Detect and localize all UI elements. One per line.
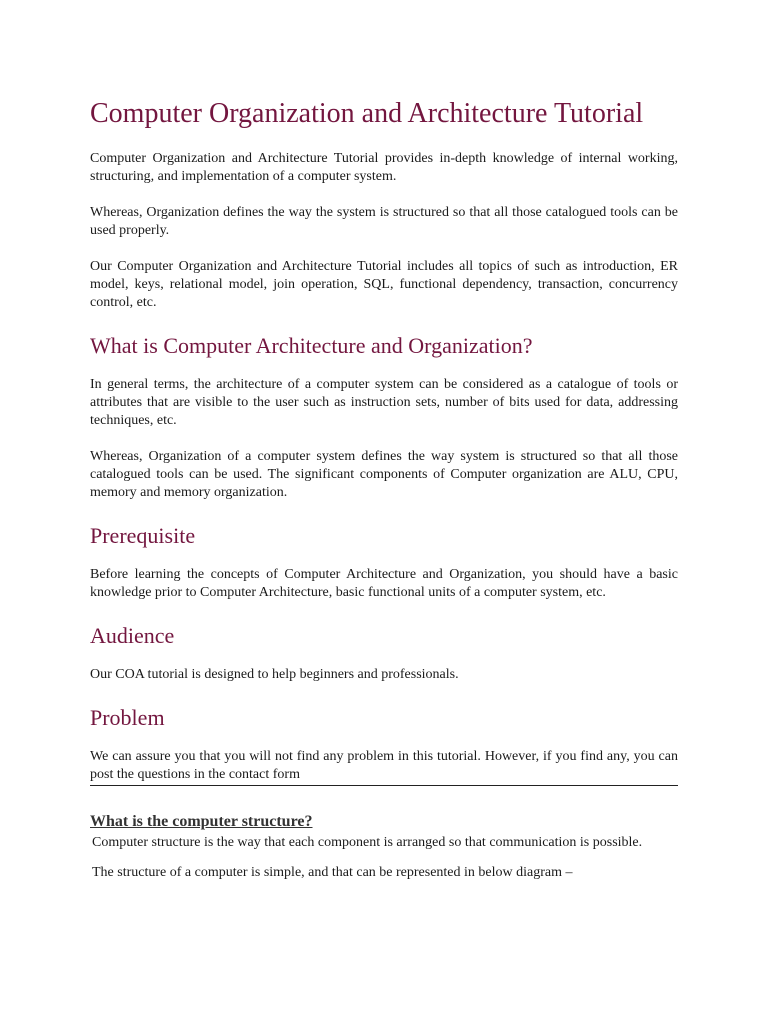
- problem-paragraph: We can assure you that you will not find any problem in this tutorial. However, if you find any, you can post the questions in the contact form: [90, 748, 678, 786]
- intro-paragraph-3: Our Computer Organization and Architecture Tutorial includes all topics of such as introduction, ER model, keys, relational model, join operation, SQL, functional dependency, transaction, concurrency control, etc.: [90, 259, 678, 310]
- prerequisite-paragraph: Before learning the concepts of Computer Architecture and Organization, you should have a basic knowledge prior to Computer Architecture, basic functional units of a computer system, etc.: [90, 567, 678, 600]
- section-heading-audience: Audience: [90, 623, 175, 648]
- audience-paragraph: Our COA tutorial is designed to help beginners and professionals.: [90, 667, 459, 682]
- intro-paragraph-1: Computer Organization and Architecture Tutorial provides in-depth knowledge of internal working, structuring, and implementation of a computer system.: [90, 151, 678, 184]
- structure-paragraph-1: Computer structure is the way that each component is arranged so that communication is possible.: [92, 835, 643, 850]
- page-title: Computer Organization and Architecture Tutorial: [90, 98, 644, 129]
- section-heading-problem: Problem: [90, 705, 165, 730]
- what-paragraph-2: Whereas, Organization of a computer system defines the way system is structured so that all those catalogued tools can be used. The significant components of Computer organization are ALU, CPU, memory and memory organization.: [90, 449, 678, 500]
- section-heading-prerequisite: Prerequisite: [90, 523, 196, 548]
- intro-paragraph-2: Whereas, Organization defines the way the system is structured so that all those catalogued tools can be used properly.: [90, 205, 678, 238]
- document-page: [90, 96, 678, 900]
- what-paragraph-1: In general terms, the architecture of a computer system can be considered as a catalogue of tools or attributes that are visible to the user such as instruction sets, number of bits used for data, addressing techniques, etc.: [90, 377, 678, 428]
- section-heading-structure: What is the computer structure?: [90, 813, 313, 830]
- section-heading-what: What is Computer Architecture and Organization?: [90, 333, 533, 358]
- structure-paragraph-2: The structure of a computer is simple, and that can be represented in below diagram –: [92, 865, 573, 880]
